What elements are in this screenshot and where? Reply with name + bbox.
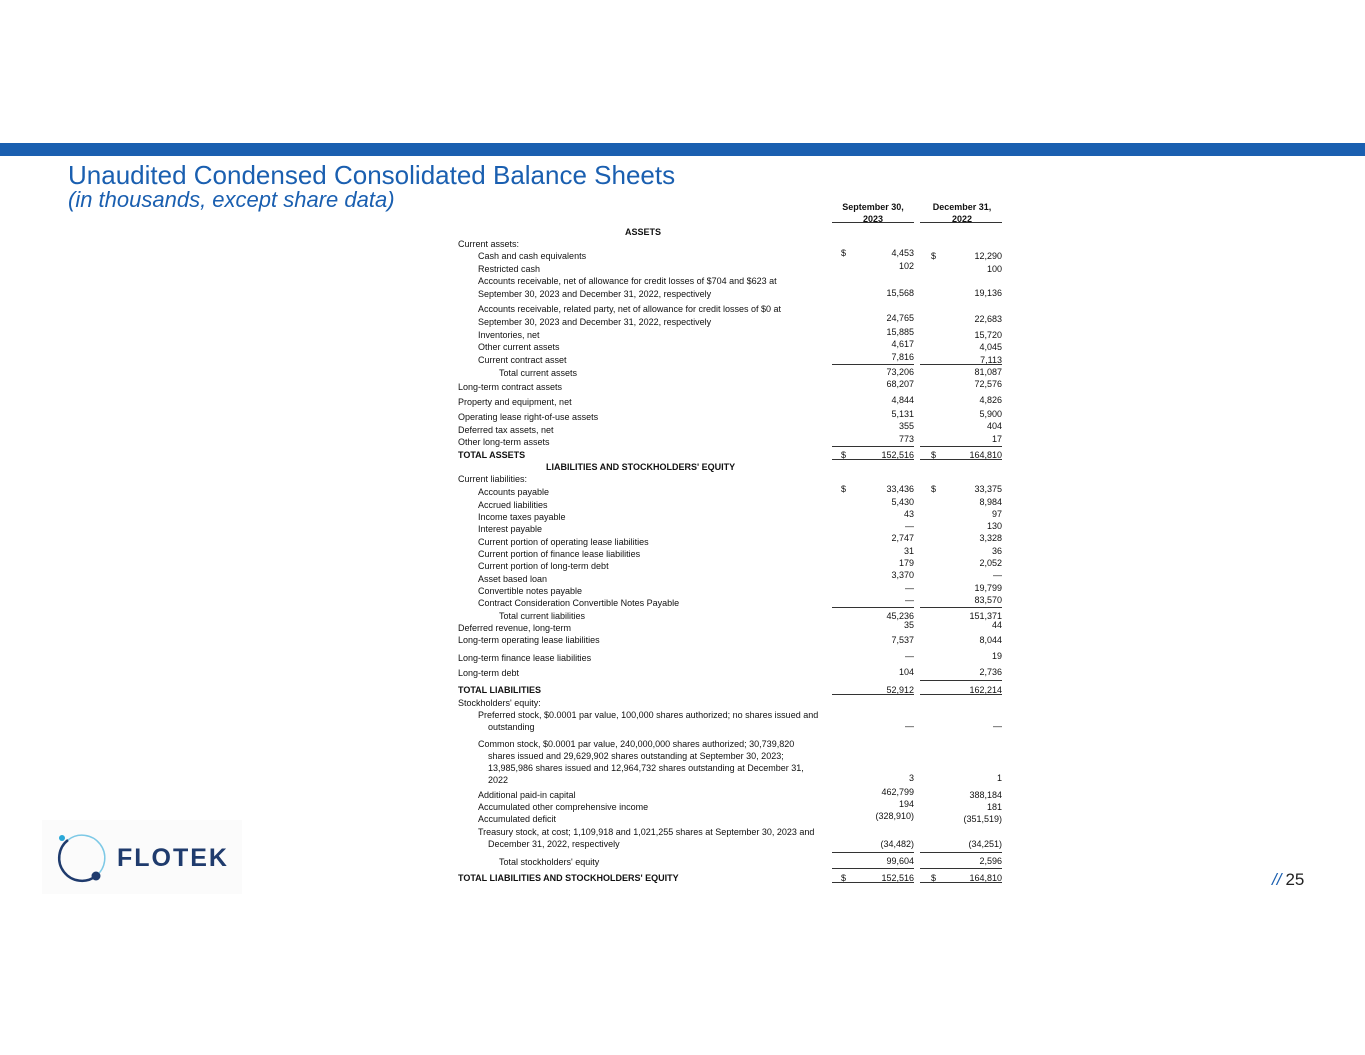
row-label: Current portion of long-term debt [478,561,609,571]
row-label: September 30, 2023 and December 31, 2022, respectively [478,289,712,299]
value-sep-2023: (34,482) [880,839,914,849]
value-dec-2022: 83,570 [974,595,1002,605]
value-sep-2023: 7,816 [891,352,914,362]
row-label: Long-term contract assets [458,382,563,392]
subtotal-rule [832,446,914,447]
row-label: Other current assets [478,342,560,352]
value-dec-2022: 12,290 [974,251,1002,261]
value-dec-2022: 2,596 [979,856,1002,866]
column-header-sep-2023-line1: September 30, [842,202,904,212]
value-sep-2023: 15,568 [886,288,914,298]
value-sep-2023: 35 [903,620,914,630]
value-dec-2022: 164,810 [969,873,1002,883]
row-label: shares issued and 29,629,902 shares outstanding at September 30, 2023; [488,751,784,761]
value-dec-2022: 404 [986,421,1002,431]
value-sep-2023: 5,131 [891,409,914,419]
currency-symbol: $ [931,450,937,460]
logo-ring-icon [52,830,108,886]
subtotal-rule [832,852,914,853]
value-dec-2022: 151,371 [969,611,1002,621]
total-rule [920,459,1002,460]
value-sep-2023: 462,799 [881,787,914,797]
row-label: Other long-term assets [458,437,550,447]
value-dec-2022: 2,052 [979,558,1002,568]
value-dec-2022: 36 [991,546,1002,556]
value-dec-2022: 97 [991,509,1002,519]
value-sep-2023: 68,207 [886,379,914,389]
page-title: Unaudited Condensed Consolidated Balance Sheets [68,160,676,190]
subtotal-rule [832,607,914,608]
row-label: 13,985,986 shares issued and 12,964,732 shares outstanding at December 31, [488,763,804,773]
value-sep-2023: 152,516 [881,873,914,883]
row-label: September 30, 2023 and December 31, 2022, respectively [478,317,712,327]
row-label: Current portion of finance lease liabilities [478,549,641,559]
value-sep-2023: — [905,721,914,731]
value-sep-2023: 2,747 [891,533,914,543]
value-dec-2022: 130 [986,521,1002,531]
total-rule [920,882,1002,883]
value-sep-2023: 5,430 [891,497,914,507]
value-sep-2023: 99,604 [886,856,914,866]
value-dec-2022: 100 [986,264,1002,274]
flotek-logo [42,820,242,894]
value-dec-2022: 4,045 [979,342,1002,352]
row-label: December 31, 2022, respectively [488,839,620,849]
value-sep-2023: 355 [898,421,914,431]
row-label: Long-term operating lease liabilities [458,635,600,645]
row-label: Deferred tax assets, net [458,425,554,435]
row-label: Restricted cash [478,264,541,274]
subtotal-rule [920,446,1002,447]
row-label: outstanding [488,722,535,732]
value-dec-2022: 8,044 [979,635,1002,645]
row-label-total-assets: TOTAL ASSETS [458,450,526,460]
row-label: Accumulated deficit [478,814,557,824]
value-dec-2022: 162,214 [969,685,1002,695]
row-label: Property and equipment, net [458,397,572,407]
value-dec-2022: 4,826 [979,395,1002,405]
value-sep-2023: 773 [898,434,914,444]
column-header-dec-2022-line1: December 31, [932,202,992,212]
row-label-total-liabilities-equity: TOTAL LIABILITIES AND STOCKHOLDERS' EQUITY [458,873,679,883]
row-label: Operating lease right-of-use assets [458,412,599,422]
row-label: Accounts receivable, net of allowance for credit losses of $704 and $623 at [478,276,777,286]
value-dec-2022: — [993,570,1002,580]
subtotal-rule [920,852,1002,853]
value-sep-2023: 194 [898,799,914,809]
page-number-slash: // [1272,870,1282,889]
value-dec-2022: 2,736 [979,667,1002,677]
logo-wordmark: FLOTEK [117,844,229,872]
value-sep-2023: — [905,651,914,661]
page-number [1272,870,1304,890]
value-dec-2022: 44 [991,620,1002,630]
value-sep-2023: — [905,595,914,605]
row-label: Inventories, net [478,330,540,340]
value-dec-2022: 17 [991,434,1002,444]
value-sep-2023: 4,453 [891,248,914,258]
value-sep-2023: 33,436 [886,484,914,494]
row-label: Preferred stock, $0.0001 par value, 100,000 shares authorized; no shares issued and [478,710,819,720]
row-label: Long-term debt [458,668,520,678]
currency-symbol: $ [931,873,937,883]
subtotal-rule [920,364,1002,365]
total-rule [832,694,914,695]
value-sep-2023: 3 [908,773,914,783]
value-dec-2022: 1 [996,773,1002,783]
row-label: Additional paid-in capital [478,790,576,800]
value-dec-2022: 15,720 [974,330,1002,340]
row-label: Accumulated other comprehensive income [478,802,649,812]
row-label: Stockholders' equity: [458,698,541,708]
row-label: 2022 [488,775,509,785]
value-dec-2022: (351,519) [963,814,1002,824]
currency-symbol: $ [841,873,847,883]
row-label: Income taxes payable [478,512,566,522]
row-label: Total current assets [499,368,578,378]
row-label: Total stockholders' equity [499,857,600,867]
value-dec-2022: 19,799 [974,583,1002,593]
currency-symbol: $ [931,484,937,494]
value-dec-2022: 72,576 [974,379,1002,389]
section-heading-liabilities: LIABILITIES AND STOCKHOLDERS' EQUITY [546,462,736,472]
value-dec-2022: 33,375 [974,484,1002,494]
value-sep-2023: 73,206 [886,367,914,377]
row-label: Accrued liabilities [478,500,548,510]
value-dec-2022: 3,328 [979,533,1002,543]
value-sep-2023: 4,617 [891,339,914,349]
row-label: Contract Consideration Convertible Notes Payable [478,598,680,608]
value-sep-2023: 3,370 [891,570,914,580]
row-label: Interest payable [478,524,543,534]
value-dec-2022: — [993,721,1002,731]
row-label: Total current liabilities [499,611,586,621]
row-label: Cash and cash equivalents [478,251,587,261]
column-header-sep-2023-line2: 2023 [862,214,884,224]
value-sep-2023: 52,912 [886,685,914,695]
value-dec-2022: 19 [991,651,1002,661]
page-subtitle: (in thousands, except share data) [68,187,395,212]
row-label: Accounts receivable, related party, net of allowance for credit losses of $0 at [478,304,781,314]
value-sep-2023: 4,844 [891,395,914,405]
currency-symbol: $ [931,251,937,261]
value-sep-2023: 104 [898,667,914,677]
currency-symbol: $ [841,484,847,494]
value-sep-2023: 179 [898,558,914,568]
column-header-rule [832,222,914,223]
row-label: Long-term finance lease liabilities [458,653,592,663]
column-header-dec-2022-line2: 2022 [951,214,973,224]
value-sep-2023: 43 [903,509,914,519]
subtotal-rule [920,868,1002,869]
value-dec-2022: 5,900 [979,409,1002,419]
page-number-value: 25 [1285,870,1305,889]
value-sep-2023: 15,885 [886,327,914,337]
value-dec-2022: 7,113 [980,355,1002,365]
currency-symbol: $ [841,248,847,258]
total-rule [832,882,914,883]
row-label: Accounts payable [478,487,550,497]
value-dec-2022: 81,087 [974,367,1002,377]
row-label-total-liabilities: TOTAL LIABILITIES [458,685,541,695]
row-label: Current portion of operating lease liabilities [478,537,649,547]
value-dec-2022: 181 [986,802,1002,812]
value-sep-2023: 24,765 [886,313,914,323]
subtotal-rule [920,680,1002,681]
subtotal-rule [832,868,914,869]
section-heading-assets: ASSETS [625,227,662,237]
row-label: Deferred revenue, long-term [458,623,572,633]
subtotal-rule [920,607,1002,608]
value-sep-2023: — [905,583,914,593]
value-dec-2022: (34,251) [968,839,1002,849]
currency-symbol: $ [841,450,847,460]
value-sep-2023: 152,516 [881,450,914,460]
value-sep-2023: 31 [903,546,914,556]
value-sep-2023: 7,537 [891,635,914,645]
value-dec-2022: 19,136 [974,288,1002,298]
row-label: Convertible notes payable [478,586,583,596]
value-dec-2022: 22,683 [974,314,1002,324]
value-sep-2023: 45,236 [886,611,914,621]
subtotal-rule [832,364,914,365]
value-dec-2022: 8,984 [979,497,1002,507]
column-header-rule [920,222,1002,223]
row-label: Asset based loan [478,574,548,584]
row-label: Treasury stock, at cost; 1,109,918 and 1,021,255 shares at September 30, 2023 and [478,827,815,837]
value-sep-2023: 102 [898,261,914,271]
row-label: Current contract asset [478,355,567,365]
value-dec-2022: 388,184 [969,790,1002,800]
row-label: Current liabilities: [458,474,528,484]
total-rule [832,459,914,460]
row-label: Current assets: [458,239,520,249]
value-dec-2022: 164,810 [969,450,1002,460]
row-label: Common stock, $0.0001 par value, 240,000,000 shares authorized; 30,739,820 [478,739,795,749]
total-rule [920,694,1002,695]
value-sep-2023: — [905,521,914,531]
value-sep-2023: (328,910) [875,811,914,821]
